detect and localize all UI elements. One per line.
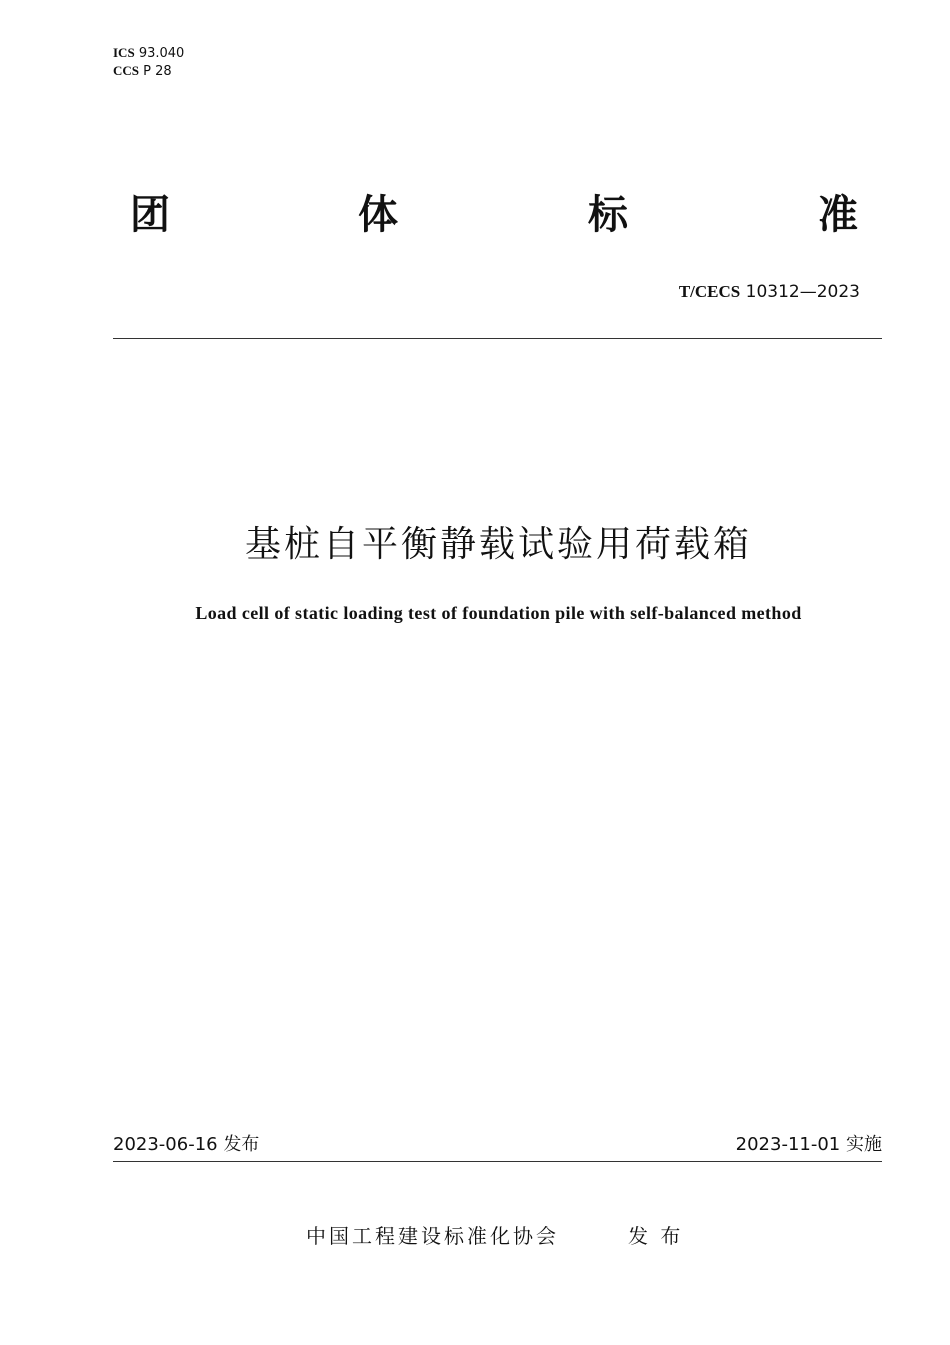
ics-label: ICS	[113, 45, 135, 60]
top-divider	[113, 338, 882, 339]
standard-number	[679, 282, 860, 302]
title-english: Load cell of static loading test of foundation pile with self-balanced method	[195, 603, 802, 623]
heading-char-2: 体	[358, 192, 398, 238]
classification-codes	[113, 44, 184, 80]
standard-prefix: T/CECS	[678, 282, 741, 301]
ics-code	[113, 44, 184, 62]
heading-char-3: 标	[588, 192, 628, 238]
issue-date: 2023-06-16 发布	[113, 1134, 260, 1155]
publisher-action: 发 布	[628, 1224, 684, 1248]
ccs-label: CCS	[113, 63, 140, 78]
heading-char-4: 准	[818, 192, 858, 238]
implement-date: 2023-11-01 实施	[735, 1134, 882, 1155]
heading-char-1: 团	[130, 192, 170, 238]
title-chinese: 基桩自平衡静载试验用荷载箱	[244, 524, 752, 565]
ccs-value: P 28	[143, 64, 172, 79]
ccs-code	[113, 62, 184, 80]
standard-code: 10312—2023	[745, 282, 860, 302]
bottom-divider	[113, 1161, 882, 1162]
ics-value: 93.040	[138, 46, 185, 61]
publisher-org: 中国工程建设标准化协会	[306, 1224, 559, 1248]
